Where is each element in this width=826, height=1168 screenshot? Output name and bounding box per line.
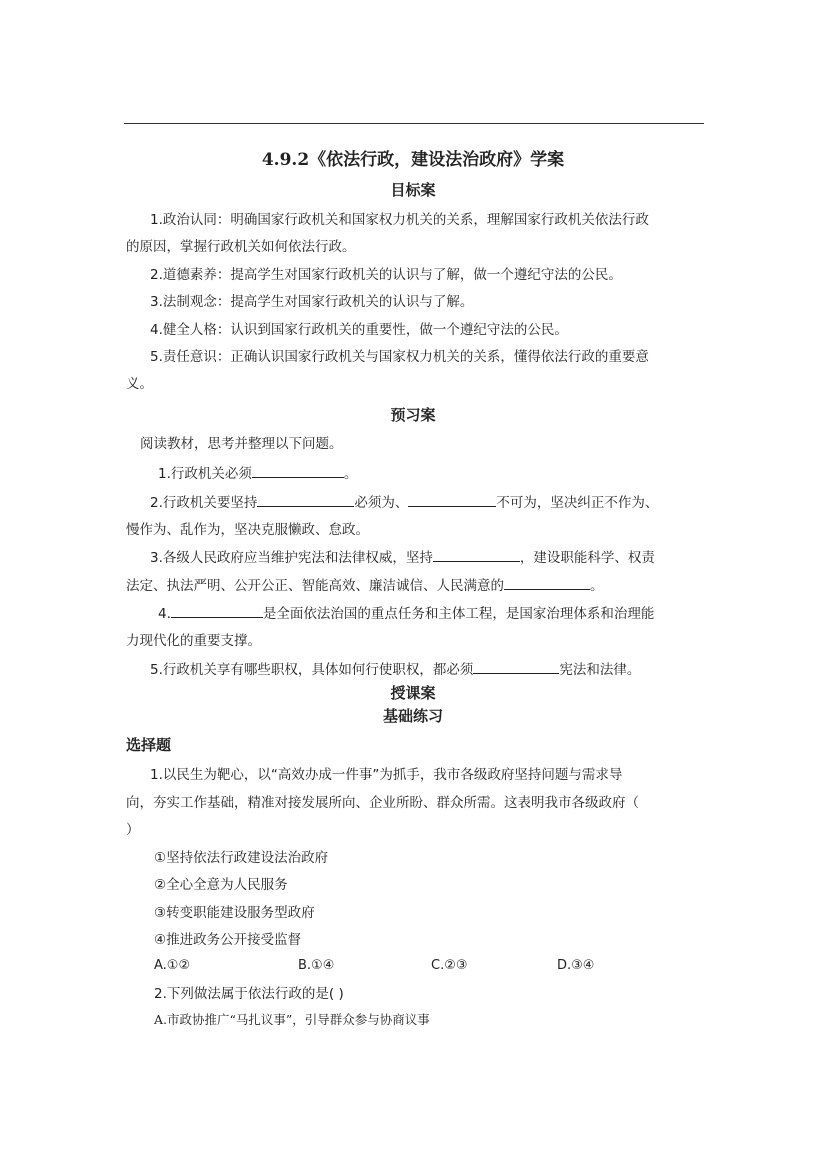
- preview-q2-line-1: 2.行政机关要坚持 必须为、 不可为，坚决纠正不作为、: [150, 492, 658, 513]
- preview-q2-line-2: 慢作为、乱作为，坚决克服懒政、怠政。: [126, 522, 369, 538]
- goal-2: 2.道德素养：提高学生对国家行政机关的认识与了解，做一个遵纪守法的公民。: [150, 267, 622, 283]
- goal-5-line-1: 5.责任意识：正确认识国家行政机关与国家权力机关的关系，懂得依法行政的重要意: [150, 349, 649, 365]
- answer-blank-5[interactable]: [504, 575, 590, 590]
- statement-3: ③转变职能建设服务型政府: [154, 905, 315, 921]
- answer-blank-7[interactable]: [473, 659, 559, 674]
- option-b[interactable]: B.①④: [298, 958, 335, 973]
- goal-1-line-2: 的原因，掌握行政机关如何依法行政。: [126, 239, 356, 255]
- answer-blank-1[interactable]: [252, 463, 344, 478]
- question-1-line-3: ）: [126, 822, 140, 838]
- goal-1-line-1: 1.政治认同：明确国家行政机关和国家权力机关的关系，理解国家行政机关依法行政: [150, 212, 649, 228]
- question-1-line-2: 向，夯实工作基础，精准对接发展所向、企业所盼、群众所需。这表明我市各级政府（: [126, 795, 639, 811]
- preview-q1: 1.行政机关必须 。: [158, 463, 357, 484]
- answer-blank-4[interactable]: [433, 547, 520, 562]
- goal-3: 3.法制观念：提高学生对国家行政机关的认识与了解。: [150, 294, 474, 310]
- option-a[interactable]: A.①②: [154, 958, 191, 973]
- question-2-option-a[interactable]: A.市政协推广“马扎议事”，引导群众参与协商议事: [154, 1012, 430, 1027]
- section-preview: 预习案: [390, 406, 436, 424]
- statement-1: ①坚持依法行政建设法治政府: [154, 850, 329, 866]
- answer-blank-6[interactable]: [171, 603, 263, 618]
- preview-q3-line-2: 法定、执法严明、公开公正、智能高效、廉洁诚信、人民满意的 。: [126, 575, 604, 596]
- section-lecture: 授课案: [390, 684, 436, 702]
- goal-5-line-2: 义。: [126, 376, 153, 392]
- statement-4: ④推进政务公开接受监督: [154, 932, 302, 948]
- answer-blank-2[interactable]: [257, 492, 354, 507]
- header-rule: [124, 123, 704, 124]
- question-1-line-1: 1.以民生为靶心，以“高效办成一件事”为抓手，我市各级政府坚持问题与需求导: [150, 767, 623, 783]
- preview-q4-line-2: 力现代化的重要支撑。: [126, 633, 261, 649]
- preview-q5: 5.行政机关享有哪些职权，具体如何行使职权，都必须 宪法和法律。: [150, 659, 640, 680]
- preview-q4-line-1: 4. 是全面依法治国的重点任务和主体工程，是国家治理体系和治理能: [158, 603, 654, 624]
- statement-2: ②全心全意为人民服务: [154, 877, 288, 893]
- goal-4: 4.健全人格：认识到国家行政机关的重要性，做一个遵纪守法的公民。: [150, 322, 568, 338]
- question-2: 2.下列做法属于依法行政的是( ): [154, 986, 344, 1002]
- option-d[interactable]: D.③④: [557, 958, 595, 973]
- section-goals: 目标案: [390, 181, 436, 199]
- preview-q3-line-1: 3.各级人民政府应当维护宪法和法律权威，坚持 ，建设职能科学、权责: [150, 547, 655, 568]
- option-c[interactable]: C.②③: [431, 958, 468, 973]
- page-title: 4.9.2《依法行政，建设法治政府》学案: [261, 150, 565, 170]
- section-basic: 基础练习: [382, 707, 443, 725]
- answer-blank-3[interactable]: [408, 492, 496, 507]
- section-choice: 选择题: [126, 736, 172, 754]
- preview-intro: 阅读教材，思考并整理以下问题。: [140, 436, 343, 452]
